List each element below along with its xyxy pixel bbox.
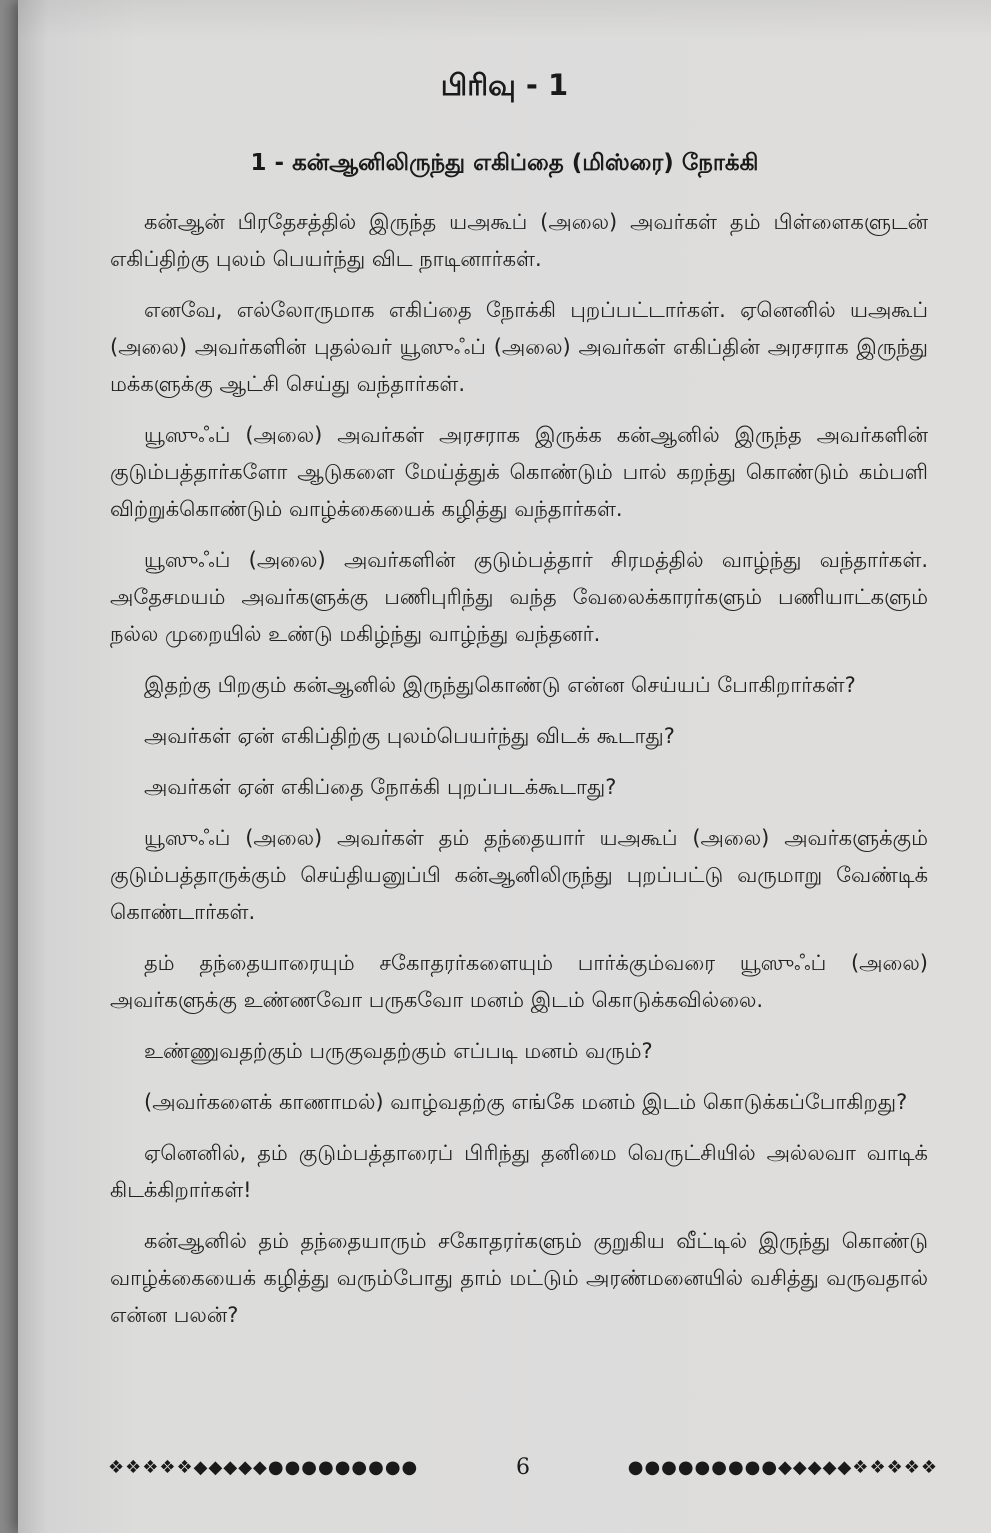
paragraph: உண்ணுவதற்கும் பருகுவதற்கும் எப்படி மனம் வரும்? bbox=[144, 1039, 653, 1063]
paragraph: கன்ஆனில் தம் தந்தையாரும் சகோதரர்களும் குறுகிய வீட்டில் இருந்து கொண்டு வாழ்க்கையைக் கழித்து வரும்போது தாம் மட்டும் அரண்மனையில் வசித்து வருவதால் என்ன பலன்? bbox=[110, 1229, 928, 1327]
paragraph: யூஸுஃப் (அலை) அவர்களின் குடும்பத்தார் சிரமத்தில் வாழ்ந்து வந்தார்கள். அதேசமயம் அவர்களுக்கு பணிபுரிந்து வந்த வேலைக்காரர்களும் பணியாட்களும் நல்ல முறையில் உண்டு மகிழ்ந்து வாழ்ந்து வந்தனர். bbox=[110, 548, 928, 646]
book-page bbox=[18, 0, 991, 1533]
page-footer bbox=[108, 1452, 938, 1482]
paragraph: அவர்கள் ஏன் எகிப்தை நோக்கி புறப்படக்கூடாது? bbox=[144, 775, 617, 799]
section-title: 1 - கன்ஆனிலிருந்து எகிப்தை (மிஸ்ரை) நோக்கி bbox=[250, 150, 759, 176]
page-number: 6 bbox=[516, 1454, 530, 1480]
page-shadow bbox=[18, 0, 991, 40]
paragraph: எனவே, எல்லோருமாக எகிப்தை நோக்கி புறப்பட்டார்கள். ஏனெனில் யஅகூப் (அலை) அவர்களின் புதல்வர் யூஸுஃப் (அலை) அவர்கள் எகிப்தின் அரசராக இருந்து மக்களுக்கு ஆட்சி செய்து வந்தார்கள். bbox=[110, 298, 928, 396]
paragraph: ஏனெனில், தம் குடும்பத்தாரைப் பிரிந்து தனிமை வெருட்சியில் அல்லவா வாடிக் கிடக்கிறார்கள்! bbox=[110, 1141, 928, 1202]
body-text bbox=[110, 204, 928, 1348]
paragraph: யூஸுஃப் (அலை) அவர்கள் அரசராக இருக்க கன்ஆனில் இருந்த அவர்களின் குடும்பத்தார்களோ ஆடுகளை மேய்த்துக் கொண்டும் பால் கறந்து கொண்டும் கம்பளி விற்றுக்கொண்டும் வாழ்க்கையைக் கழித்து வந்தார்கள். bbox=[110, 423, 928, 521]
paragraph: தம் தந்தையாரையும் சகோதரர்களையும் பார்க்கும்வரை யூஸுஃப் (அலை) அவர்களுக்கு உண்ணவோ பருகவோ மனம் இடம் கொடுக்கவில்லை. bbox=[110, 951, 928, 1012]
paragraph: கன்ஆன் பிரதேசத்தில் இருந்த யஅகூப் (அலை) அவர்கள் தம் பிள்ளைகளுடன் எகிப்திற்கு புலம் பெயர்ந்து விட நாடினார்கள். bbox=[110, 210, 928, 271]
paragraph: அவர்கள் ஏன் எகிப்திற்கு புலம்பெயர்ந்து விடக் கூடாது? bbox=[144, 724, 675, 748]
paragraph: (அவர்களைக் காணாமல்) வாழ்வதற்கு எங்கே மனம் இடம் கொடுக்கப்போகிறது? bbox=[144, 1090, 908, 1114]
paragraph: யூஸுஃப் (அலை) அவர்கள் தம் தந்தையார் யஅகூப் (அலை) அவர்களுக்கும் குடும்பத்தாருக்கும் செய்தியனுப்பி கன்ஆனிலிருந்து புறப்பட்டு வருமாறு வேண்டிக் கொண்டார்கள். bbox=[110, 826, 928, 924]
chapter-heading: பிரிவு - 1 bbox=[440, 68, 569, 102]
ornament-right: ●●●●●●●●●◆◆◆◆◆❖❖❖❖❖ bbox=[627, 1456, 938, 1478]
ornament-left: ❖❖❖❖❖◆◆◆◆◆●●●●●●●●● bbox=[108, 1456, 419, 1478]
paragraph: இதற்கு பிறகும் கன்ஆனில் இருந்துகொண்டு என்ன செய்யப் போகிறார்கள்? bbox=[144, 673, 856, 697]
